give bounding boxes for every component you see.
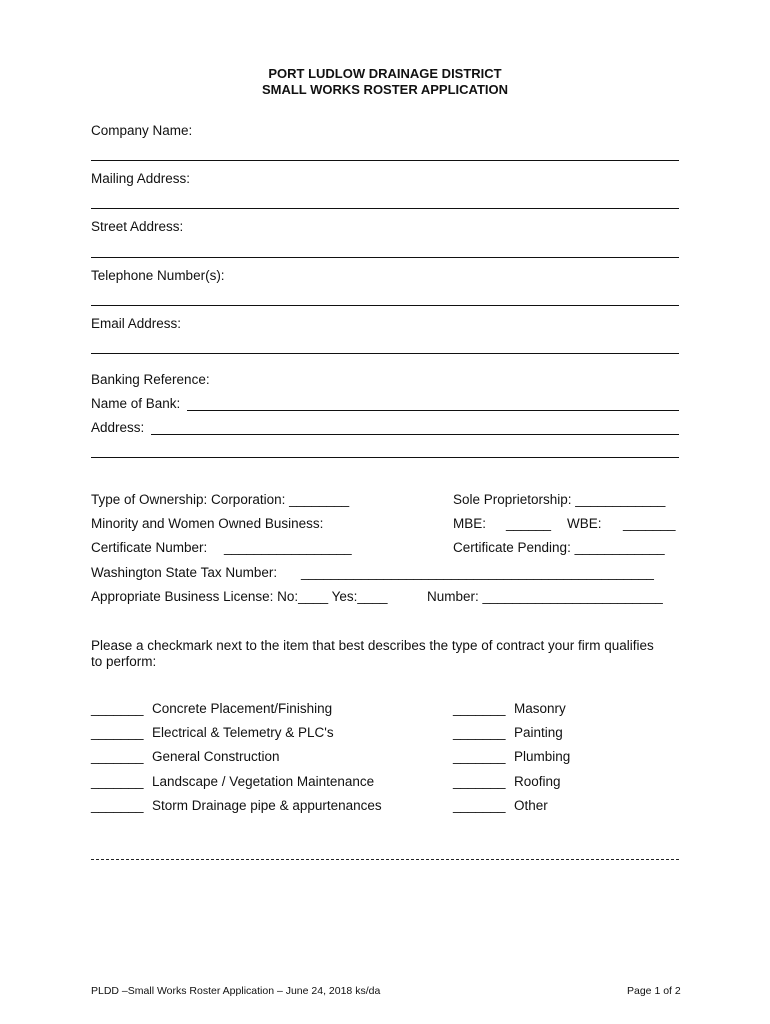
bank-address-label: Address:	[91, 420, 145, 435]
minority-owned-label: Minority and Women Owned Business:	[91, 516, 324, 531]
checkbox-blank[interactable]: _______	[453, 798, 506, 813]
contract-item-label: Electrical & Telemetry & PLC's	[152, 725, 334, 740]
instructions-line2: to perform:	[91, 654, 157, 669]
bank-address-line-2[interactable]	[91, 457, 679, 458]
contract-item-label: Landscape / Vegetation Maintenance	[152, 774, 375, 789]
checkbox-blank[interactable]: _______	[91, 798, 144, 813]
company-name-line[interactable]	[91, 160, 679, 161]
other-description-line[interactable]	[91, 859, 679, 860]
wbe-label: WBE:	[567, 516, 602, 531]
mailing-address-label: Mailing Address:	[91, 171, 191, 186]
contract-item-label: Roofing	[514, 774, 561, 789]
street-address-label: Street Address:	[91, 219, 184, 234]
ownership-type-label: Type of Ownership: Corporation: ________	[91, 492, 350, 507]
wa-tax-number-label: Washington State Tax Number:	[91, 565, 278, 580]
company-name-label: Company Name:	[91, 123, 193, 138]
checkbox-blank[interactable]: _______	[91, 725, 144, 740]
checkbox-blank[interactable]: _______	[453, 749, 506, 764]
wa-tax-number-blank[interactable]: _______________________________________________	[301, 565, 654, 580]
page-title-line2: SMALL WORKS ROSTER APPLICATION	[261, 82, 509, 97]
certificate-pending-label: Certificate Pending: ____________	[453, 540, 665, 555]
business-license-label: Appropriate Business License: No:____ Yes:____	[91, 589, 388, 604]
mailing-address-line[interactable]	[91, 208, 679, 209]
page-number: Page 1 of 2	[627, 985, 681, 997]
checkbox-blank[interactable]: _______	[453, 725, 506, 740]
telephone-label: Telephone Number(s):	[91, 268, 225, 283]
contract-item-label: Painting	[514, 725, 563, 740]
banking-reference-label: Banking Reference:	[91, 372, 210, 387]
checkbox-blank[interactable]: _______	[453, 774, 506, 789]
wbe-blank[interactable]: _______	[623, 516, 676, 531]
checkbox-blank[interactable]: _______	[453, 701, 506, 716]
checkbox-blank[interactable]: _______	[91, 749, 144, 764]
email-label: Email Address:	[91, 316, 182, 331]
certificate-number-blank[interactable]: _________________	[224, 540, 352, 555]
sole-proprietorship-label: Sole Proprietorship: ____________	[453, 492, 666, 507]
checkbox-blank[interactable]: _______	[91, 774, 144, 789]
name-of-bank-label: Name of Bank:	[91, 396, 181, 411]
mbe-label: MBE:	[453, 516, 487, 531]
contract-item-label: Concrete Placement/Finishing	[152, 701, 333, 716]
checkbox-blank[interactable]: _______	[91, 701, 144, 716]
email-line[interactable]	[91, 353, 679, 354]
telephone-line[interactable]	[91, 305, 679, 306]
instructions-line1: Please a checkmark next to the item that best describes the type of contract your firm qualifies	[91, 638, 654, 653]
certificate-number-label: Certificate Number:	[91, 540, 208, 555]
footer-left: PLDD –Small Works Roster Application – June 24, 2018 ks/da	[91, 985, 381, 997]
bank-address-line[interactable]	[151, 434, 679, 435]
contract-item-label: Other	[514, 798, 548, 813]
contract-item-label: General Construction	[152, 749, 280, 764]
business-license-number: Number: ________________________	[427, 589, 663, 604]
mbe-blank[interactable]: ______	[506, 516, 552, 531]
name-of-bank-line[interactable]	[187, 410, 679, 411]
contract-item-label: Plumbing	[514, 749, 571, 764]
contract-item-label: Masonry	[514, 701, 566, 716]
page-title-line1: PORT LUDLOW DRAINAGE DISTRICT	[268, 66, 502, 81]
contract-item-label: Storm Drainage pipe & appurtenances	[152, 798, 382, 813]
street-address-line[interactable]	[91, 257, 679, 258]
